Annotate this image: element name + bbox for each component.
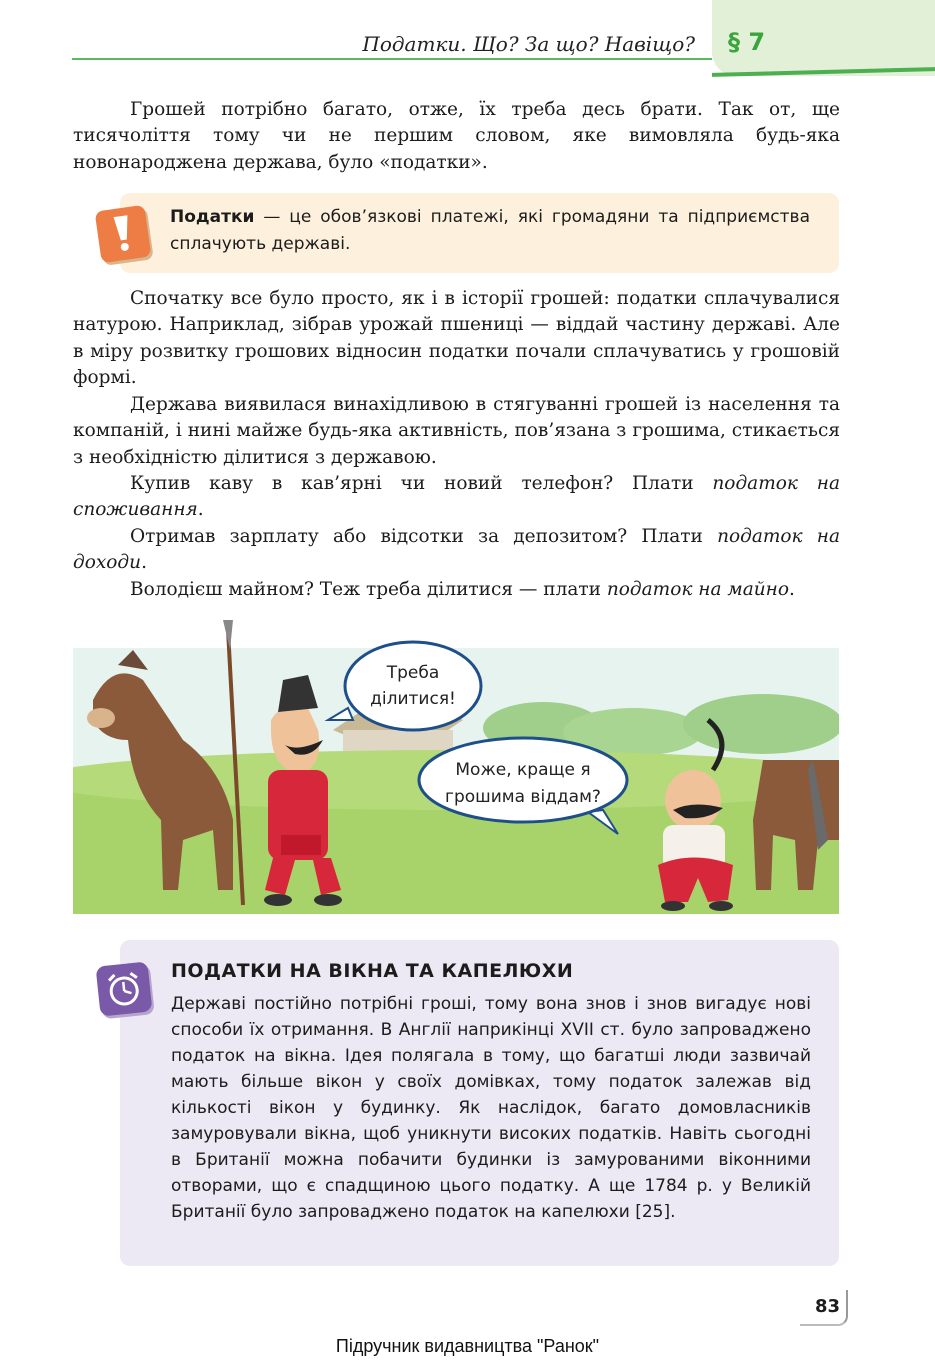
page-header-title: Податки. Що? За що? Навіщо? [362, 32, 695, 56]
exclamation-icon [95, 205, 152, 263]
bubble1-line1: Треба [386, 663, 440, 683]
term-income-tax: податок на доходи [73, 526, 840, 574]
fact-title: ПОДАТКИ НА ВІКНА ТА КАПЕЛЮХИ [171, 960, 574, 982]
bubble2-line2: грошима віддам? [445, 787, 601, 807]
alarm-clock-icon [96, 961, 153, 1016]
publisher-footer: Підручник видавництва "Ранок" [335, 1336, 600, 1356]
cossack-illustration [73, 620, 839, 914]
paragraph-income-tax: Отримав зарплату або відсотки за депозитом? Плати податок на доходи. [73, 526, 840, 574]
term-property-tax: податок на майно [606, 579, 789, 600]
section-number: § 7 [728, 28, 766, 56]
page-number: 83 [800, 1290, 848, 1326]
paragraph-consumption-tax: Купив каву в кав’ярні чи новий телефон? Плати податок на споживання. [73, 473, 840, 521]
fact-body: Державі постійно потрібні гроші, тому вона знов і знов вигадує нові способи їх отримання. В Англії наприкінці XVII ст. було запроваджено податок на вікна. Ідея полягала в тому, що багатші люди зазвичай мають більше вікон у своїх домівках, тому податок залежав від кількості вікон у будинку. Як наслідок, багато домовласників замуровували вікна, щоб уникнути високих податків. Навіть сьогодні в Британії можна побачити будинки із замурованими віконними отворами, що є спадщиною цього податку. А ще 1784 р. у Великій Британії було запроваджено податок на капелюхи [25]. [171, 994, 811, 1222]
definition-text [170, 204, 810, 258]
term-consumption-tax: податок на споживання [73, 473, 840, 521]
bubble1-line2: ділитися! [370, 689, 456, 709]
bubble2-line1: Може, краще я [455, 760, 591, 780]
paragraph-state-inventive: Держава виявилася винахідливою в стягуванні грошей із населення та компаній, і нині майже будь-яка активність, пов’язана з грошима, стикається з необхідністю ділитися з державою. [73, 394, 840, 468]
paragraph-property-tax: Володієш майном? Теж треба ділитися — плати податок на майно. [130, 579, 795, 600]
paragraph-natural-taxes: Спочатку все було просто, як і в історії грошей: податки сплачувалися натурою. Наприклад, зібрав урожай пшениці — віддай частину державі. Але в міру розвитку грошових відносин податки почали сплачуватись у грошовій формі. [73, 288, 840, 389]
paragraph-intro: Грошей потрібно багато, отже, їх треба десь брати. Так от, ще тисячоліття тому чи не першим словом, яке вимовляла будь-яка новонароджена держава, було «податки». [73, 99, 840, 173]
definition-body: — це обов’язкові платежі, які громадяни та підприємства сплачують державі. [170, 207, 810, 254]
header-divider [72, 58, 712, 60]
definition-term: Податки [170, 207, 255, 227]
